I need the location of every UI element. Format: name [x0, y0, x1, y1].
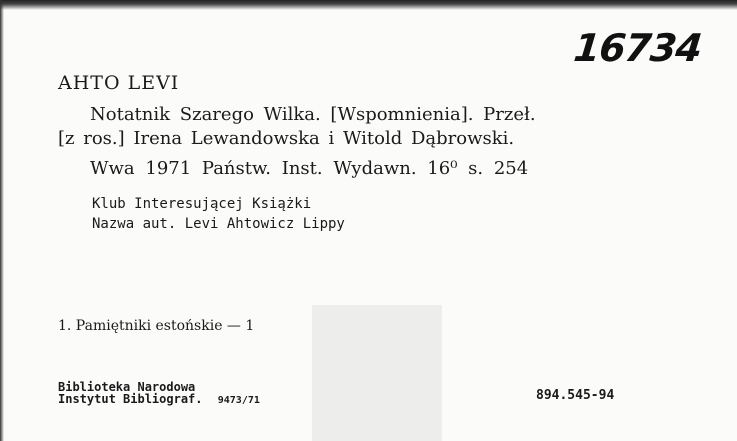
subject-heading: 1. Pamiętniki estońskie — 1: [58, 318, 255, 334]
scan-edge-top: [0, 0, 737, 10]
author-heading: AHTO LEVI: [58, 72, 180, 94]
card-id: 9473/71: [217, 395, 260, 406]
paper-shade: [312, 305, 442, 441]
scan-edge-left: [0, 0, 4, 441]
institution-dept: [58, 392, 260, 406]
title-line-2: [z ros.] Irena Lewandowska i Witold Dąbrowski.: [58, 128, 515, 149]
accession-number-handwritten: 16734: [571, 26, 704, 70]
title-line-1: Notatnik Szarego Wilka. [Wspomnienia]. Przeł.: [90, 104, 536, 125]
author-name-note: Nazwa aut. Levi Ahtowicz Lippy: [92, 216, 345, 232]
institution-dept-label: Instytut Bibliograf.: [58, 392, 203, 406]
institution-name: Biblioteka Narodowa: [58, 380, 196, 394]
series-note: Klub Interesującej Książki: [92, 196, 312, 212]
classification-number: 894.545-94: [536, 388, 615, 403]
imprint-line: Wwa 1971 Państw. Inst. Wydawn. 16⁰ s. 254: [90, 158, 529, 179]
